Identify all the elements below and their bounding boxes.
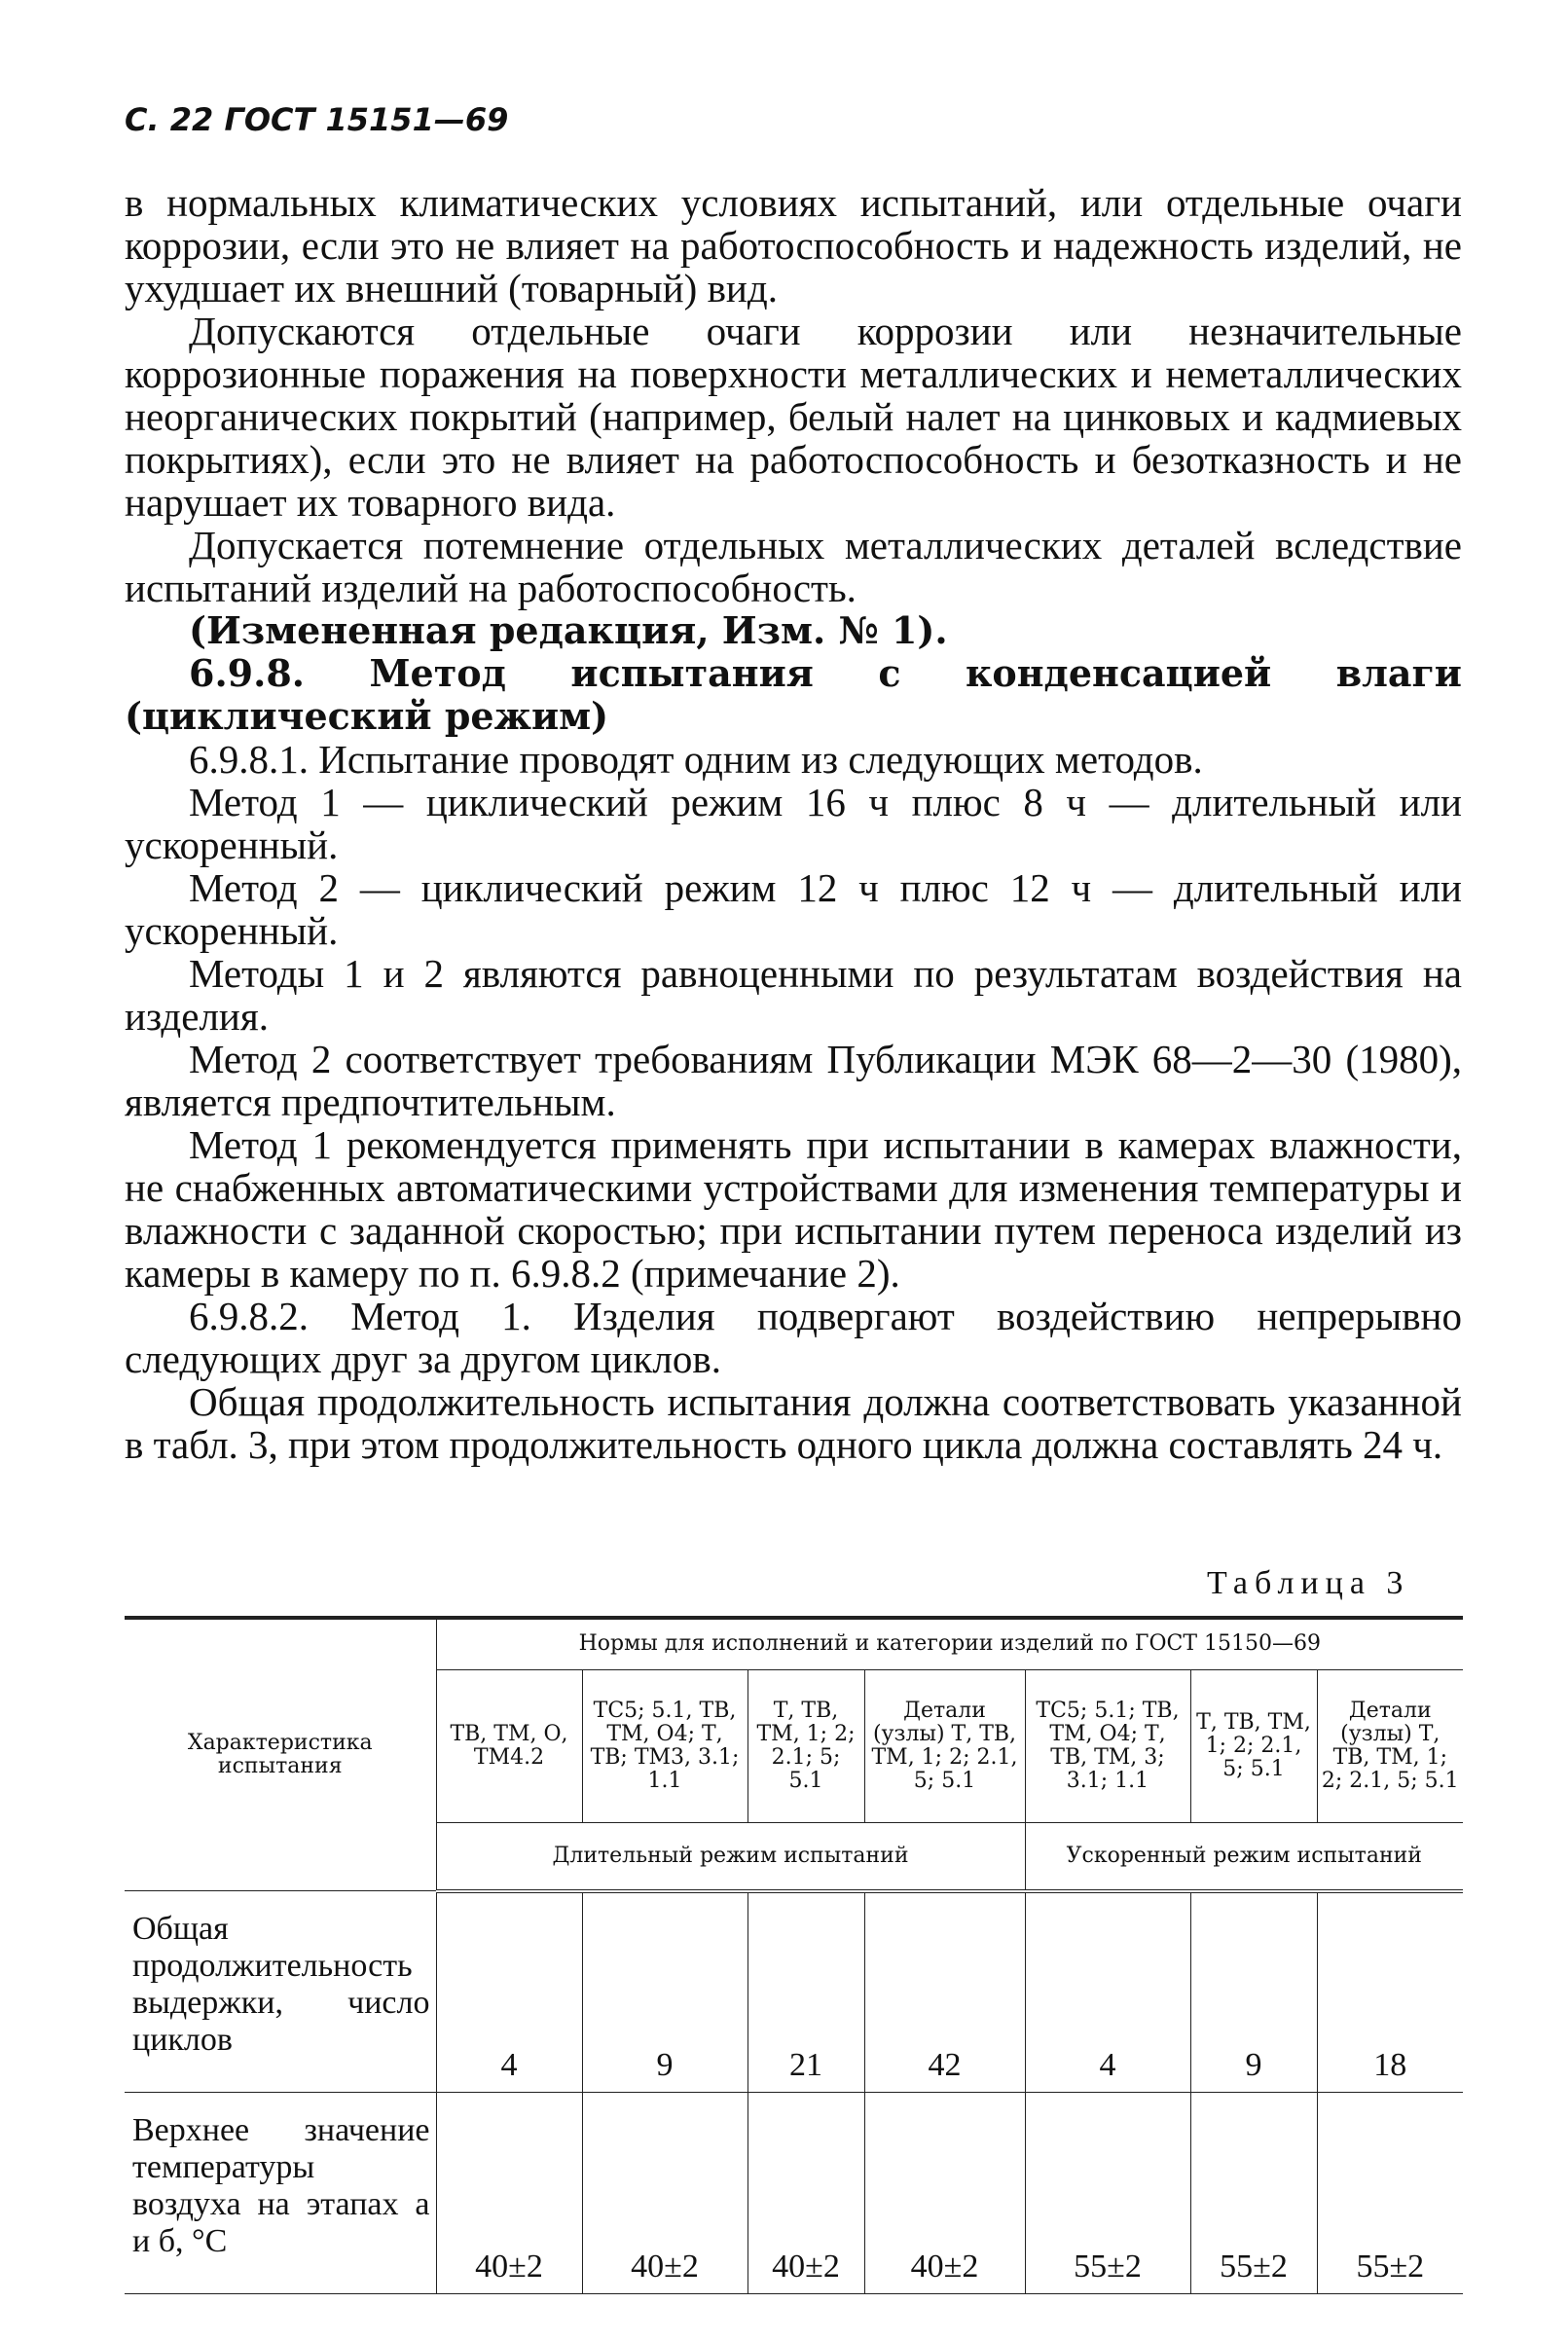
table-cell: 40±2 bbox=[436, 2093, 582, 2294]
row-label: Верхнее значение температуры воздуха на этапах а и б, °С bbox=[125, 2093, 436, 2294]
body-text bbox=[125, 181, 1462, 1466]
column-header: ТС5; 5.1; ТВ, ТМ, О4; Т, ТВ, ТМ, 3; 3.1; 1.1 bbox=[1025, 1669, 1190, 1822]
column-header: Детали (узлы) Т, ТВ, ТМ, 1; 2; 2.1, 5; 5.1 bbox=[864, 1669, 1025, 1822]
paragraph-3: Допускается потемнение отдельных металлических деталей вследствие испытаний изделий на работоспособность. bbox=[125, 523, 1462, 610]
column-header: ТВ, ТМ, О, ТМ4.2 bbox=[436, 1669, 582, 1822]
paragraph-10: Метод 2 соответствует требованиям Публикации МЭК 68—2—30 (1980), является предпочтительным. bbox=[125, 1037, 1462, 1124]
paragraph-13: Общая продолжительность испытания должна соответствовать указанной в табл. 3, при этом продолжительность одного цикла должна составлять 24 ч. bbox=[125, 1379, 1462, 1467]
data-table bbox=[125, 1616, 1463, 2294]
column-header: Т, ТВ, ТМ, 1; 2; 2.1; 5; 5.1 bbox=[748, 1669, 864, 1822]
paragraph-8: Метод 2 — циклический режим 12 ч плюс 12 ч — длительный или ускоренный. bbox=[125, 865, 1462, 953]
section-heading-6-9-8: 6.9.8. Метод испытания с конденсацией влаги (циклический режим) bbox=[125, 651, 1462, 738]
table-cell: 9 bbox=[1190, 1891, 1317, 2093]
table-caption: Таблица 3 bbox=[1207, 1565, 1410, 1601]
table-cell: 18 bbox=[1317, 1891, 1463, 2093]
paragraph-4-amendment-note: (Измененная редакция, Изм. № 1). bbox=[189, 608, 948, 652]
column-header: Т, ТВ, ТМ, 1; 2; 2.1, 5; 5.1 bbox=[1190, 1669, 1317, 1822]
table-cell: 40±2 bbox=[864, 2093, 1025, 2294]
table-cell: 4 bbox=[436, 1891, 582, 2093]
table-cell: 4 bbox=[1025, 1891, 1190, 2093]
paragraph-6: 6.9.8.1. Испытание проводят одним из следующих методов. bbox=[189, 737, 1203, 782]
row-label: Общая продолжительность выдержки, число циклов bbox=[125, 1891, 436, 2093]
page-header: С. 22 ГОСТ 15151—69 bbox=[125, 101, 509, 138]
header-norms: Нормы для исполнений и категории изделий по ГОСТ 15150—69 bbox=[436, 1618, 1463, 1669]
paragraph-9: Методы 1 и 2 являются равноценными по результатам воздействия на изделия. bbox=[125, 951, 1462, 1039]
column-header: ТС5; 5.1, ТВ, ТМ, О4; Т, ТВ; ТМ3, 3.1; 1.1 bbox=[582, 1669, 748, 1822]
paragraph-1: в нормальных климатических условиях испытаний, или отдельные очаги коррозии, если это не влияет на работоспособность и надежность изделий, не ухудшает их внешний (товарный) вид. bbox=[125, 180, 1462, 311]
paragraph-2: Допускаются отдельные очаги коррозии или незначительные коррозионные поражения на поверхности металлических и неметаллических неорганических покрытий (например, белый налет на цинковых и кадмиевых покрытиях), если это не влияет на работоспособность и безотказность и не нарушает их товарного вида. bbox=[125, 309, 1462, 525]
table-row bbox=[125, 1891, 1463, 2093]
mode-long-header: Длительный режим испытаний bbox=[436, 1822, 1025, 1890]
header-characteristic: Характеристика испытания bbox=[125, 1618, 436, 1891]
paragraph-12: 6.9.8.2. Метод 1. Изделия подвергают воздействию непрерывно следующих друг за другом циклов. bbox=[125, 1294, 1462, 1381]
paragraph-11: Метод 1 рекомендуется применять при испытании в камерах влажности, не снабженных автоматическими устройствами для изменения температуры и влажности с заданной скоростью; при испытании путем переноса изделий из камеры в камеру по п. 6.9.8.2 (примечание 2). bbox=[125, 1122, 1462, 1296]
table-cell: 55±2 bbox=[1025, 2093, 1190, 2294]
table-cell: 40±2 bbox=[748, 2093, 864, 2294]
table-cell: 55±2 bbox=[1317, 2093, 1463, 2294]
table-cell: 21 bbox=[748, 1891, 864, 2093]
mode-fast-header: Ускоренный режим испытаний bbox=[1025, 1822, 1463, 1890]
table-cell: 40±2 bbox=[582, 2093, 748, 2294]
table-cell: 9 bbox=[582, 1891, 748, 2093]
table-cell: 55±2 bbox=[1190, 2093, 1317, 2294]
paragraph-7: Метод 1 — циклический режим 16 ч плюс 8 ч — длительный или ускоренный. bbox=[125, 780, 1462, 867]
column-header: Детали (узлы) Т, ТВ, ТМ, 1; 2; 2.1, 5; 5.1 bbox=[1317, 1669, 1463, 1822]
table-3 bbox=[125, 1616, 1463, 2294]
table-cell: 42 bbox=[864, 1891, 1025, 2093]
table-row bbox=[125, 2093, 1463, 2294]
